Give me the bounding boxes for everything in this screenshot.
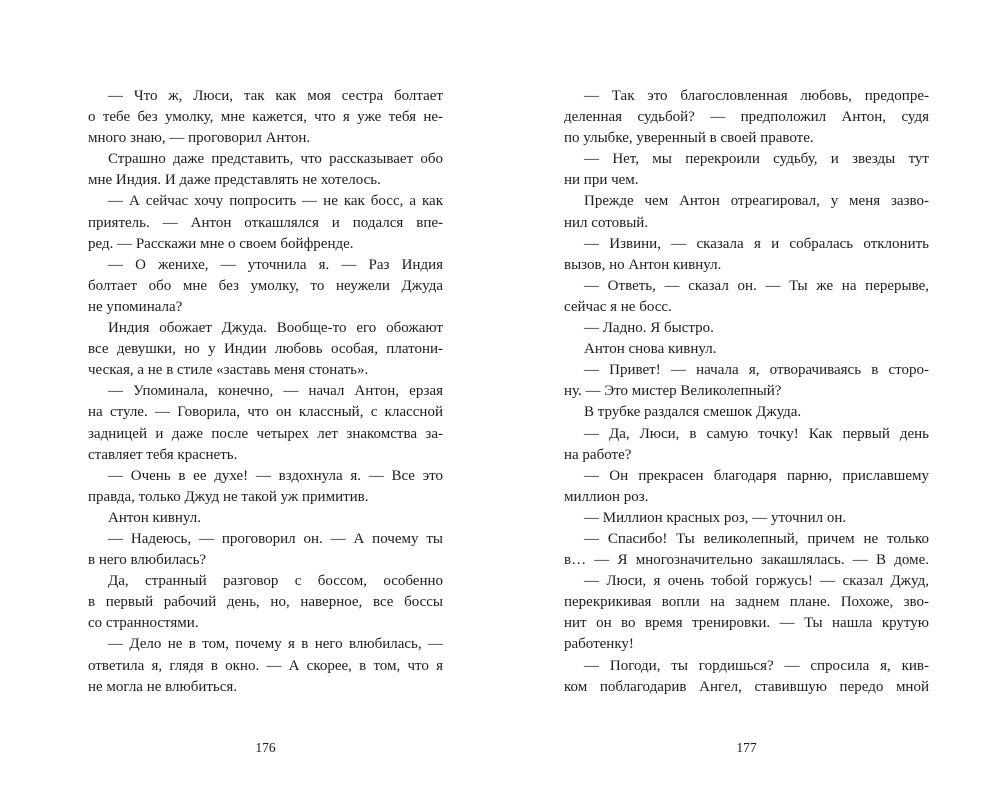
text-line: нит он во время тренировки. — Ты нашла крутую: [564, 615, 929, 632]
text-line: не упоминала?: [88, 298, 183, 315]
paragraph: [88, 149, 443, 191]
text-line: по улыбке, уверенный в своей правоте.: [564, 130, 814, 147]
text-line: в первый рабочий день, но, наверное, все боссы: [88, 594, 443, 611]
text-line: — Извини, — сказала я и собралась отклонить: [584, 235, 929, 252]
paragraph: [564, 339, 929, 360]
page-number: 176: [255, 740, 276, 755]
text-line: ставляет тебя краснеть.: [88, 446, 238, 463]
paragraph: [88, 381, 443, 465]
text-line: — Так это благословленная любовь, предопре-: [584, 88, 929, 104]
text-line: — Упоминала, конечно, — начал Антон, ерзая: [108, 383, 443, 400]
text-line: мне Индия. И даже представлять не хотелось.: [88, 172, 381, 189]
text-line: ческая, а не в стиле «заставь меня стонать».: [88, 362, 369, 379]
text-line: задницей и даже после четырех лет знакомства за-: [88, 425, 443, 442]
paragraph: [88, 571, 443, 634]
text-line: деленная судьбой? — предположил Антон, судя: [564, 109, 929, 126]
text-line: все девушки, но у Индии любовь особая, платони-: [88, 341, 443, 358]
text-line: — Он прекрасен благодаря парню, приславшему: [584, 467, 929, 484]
paragraph: [564, 318, 929, 339]
right-page: [500, 0, 1000, 800]
text-line: много знаю, — проговорил Антон.: [88, 130, 311, 147]
text-line: Индия обожает Джуда. Вообще-то его обожают: [108, 320, 443, 337]
text-line: Страшно даже представить, что рассказывает обо: [108, 151, 443, 168]
text-line: ни при чем.: [564, 172, 639, 189]
text-line: болтает обо мне без умолку, то неужели Джуда: [88, 277, 443, 294]
text-line: Да, странный разговор с боссом, особенно: [108, 573, 443, 590]
text-line: вызов, но Антон кивнул.: [564, 256, 722, 273]
text-line: — Что ж, Люси, так как моя сестра болтает: [108, 88, 443, 104]
paragraph: [88, 634, 443, 697]
text-line: перекрикивая вопли на заднем плане. Похоже, зво-: [564, 594, 929, 611]
text-line: — Дело не в том, почему я в него влюбилась, —: [108, 636, 443, 653]
text-line: ред. — Расскажи мне о своем бойфренде.: [88, 235, 354, 252]
paragraph: [564, 466, 929, 508]
paragraph: [88, 86, 443, 149]
text-line: ну. — Это мистер Великолепный?: [564, 383, 782, 400]
text-line: в… — Я многозначительно закашлялась. — В доме.: [564, 552, 929, 569]
text-line: нил сотовый.: [564, 214, 649, 231]
text-line: Антон снова кивнул.: [584, 341, 717, 358]
text-line: — Ответь, — сказал он. — Ты же на перерыве,: [584, 277, 929, 294]
text-line: не могла не влюбиться.: [88, 678, 238, 695]
text-line: работенку!: [564, 636, 634, 653]
text-line: на работе?: [564, 446, 632, 463]
text-line: В трубке раздался смешок Джуда.: [584, 404, 802, 421]
text-line: — Люси, я очень тобой горжусь! — сказал Джуд,: [584, 573, 929, 590]
text-line: Прежде чем Антон отреагировал, у меня зазво-: [584, 193, 929, 210]
text-line: на стуле. — Говорила, что он классный, с классной: [88, 404, 443, 421]
text-line: приятель. — Антон откашлялся и подался впе-: [88, 214, 443, 231]
paragraph: [564, 191, 929, 233]
text-line: — Спасибо! Ты великолепный, причем не только: [584, 530, 929, 547]
paragraph: [564, 234, 929, 276]
text-line: — А сейчас хочу попросить — не как босс, а как: [108, 193, 443, 210]
text-line: — О женихе, — уточнила я. — Раз Индия: [108, 256, 443, 273]
page-number: 177: [736, 740, 757, 755]
text-line: ком поблагодарив Ангел, ставившую передо мной: [564, 678, 929, 695]
text-line: — Очень в ее духе! — вздохнула я. — Все это: [108, 467, 443, 484]
text-line: Антон кивнул.: [108, 509, 201, 526]
right-text-column: [564, 86, 929, 698]
paragraph: [564, 571, 929, 655]
paragraph: [88, 529, 443, 571]
text-line: о тебе без умолку, мне кажется, что я уже тебя не-: [88, 109, 443, 126]
paragraph: [88, 466, 443, 508]
paragraph: [564, 508, 929, 529]
text-line: ответила я, глядя в окно. — А скорее, в том, что я: [88, 657, 443, 674]
paragraph: [564, 360, 929, 402]
text-line: — Да, Люси, в самую точку! Как первый день: [584, 425, 929, 442]
paragraph: [564, 424, 929, 466]
paragraph: [88, 191, 443, 254]
text-line: со странностями.: [88, 615, 199, 632]
text-line: — Ладно. Я быстро.: [584, 320, 714, 337]
paragraph: [564, 529, 929, 571]
left-text-column: [88, 86, 443, 698]
text-line: миллион роз.: [564, 488, 649, 505]
paragraph: [564, 656, 929, 698]
text-line: правда, только Джуд не такой уж примитив.: [88, 488, 369, 505]
paragraph: [88, 508, 443, 529]
paragraph: [88, 255, 443, 318]
text-line: — Нет, мы перекроили судьбу, и звезды тут: [584, 151, 929, 168]
text-line: — Привет! — начала я, отворачиваясь в сторо-: [584, 362, 929, 379]
text-line: сейчас я не босс.: [564, 298, 672, 315]
paragraph: [564, 276, 929, 318]
paragraph: [564, 86, 929, 149]
paragraph: [564, 149, 929, 191]
text-line: — Надеюсь, — проговорил он. — А почему ты: [108, 530, 443, 547]
text-line: — Миллион красных роз, — уточнил он.: [584, 509, 847, 526]
text-line: — Погоди, ты гордишься? — спросила я, кив-: [584, 657, 929, 674]
text-line: в него влюбилась?: [88, 552, 207, 569]
paragraph: [564, 402, 929, 423]
paragraph: [88, 318, 443, 381]
